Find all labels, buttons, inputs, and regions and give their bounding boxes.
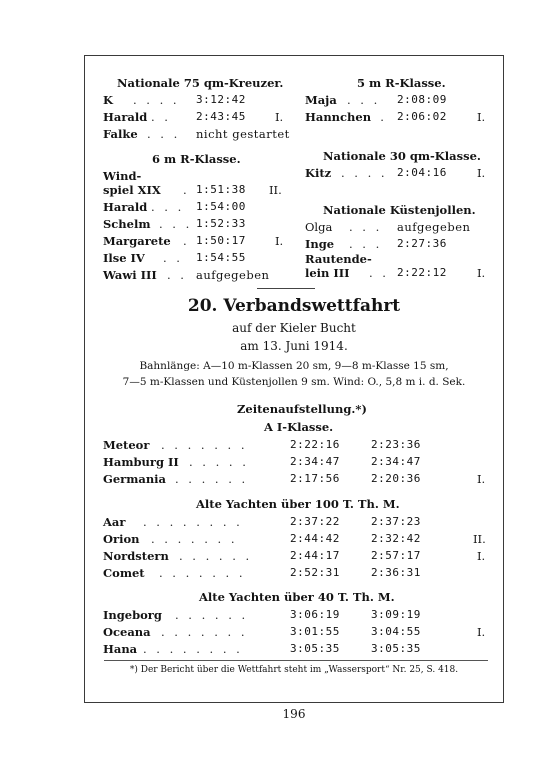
yacht-name: Falke bbox=[103, 127, 138, 141]
finish-time: nicht gestartet bbox=[196, 127, 290, 141]
yacht-name: Aar bbox=[103, 515, 126, 529]
yacht-name: Harald bbox=[103, 200, 148, 214]
heading-kuestenjollen: Nationale Küstenjollen. bbox=[323, 203, 476, 217]
yacht-name: Hana bbox=[103, 642, 138, 656]
elapsed-time: 2:17:56 bbox=[290, 472, 340, 485]
yacht-name: Margarete bbox=[103, 234, 171, 248]
corrected-time: 2:32:42 bbox=[371, 532, 421, 545]
finish-time: 1:50:17 bbox=[196, 234, 246, 247]
leader-dots: . . . . . . . bbox=[161, 438, 248, 452]
footnote: *) Der Bericht über die Wettfahrt steht im „Wassersport“ Nr. 25, S. 418. bbox=[129, 665, 459, 675]
corrected-time: 3:09:19 bbox=[371, 608, 421, 621]
yacht-name: Harald bbox=[103, 110, 148, 124]
corrected-time: 2:20:36 bbox=[371, 472, 421, 485]
yacht-name: Hamburg II bbox=[103, 455, 179, 469]
times-heading: Zeitenaufstellung.*) bbox=[237, 402, 367, 416]
finish-time: 1:51:38 bbox=[196, 183, 246, 196]
yacht-name: Nordstern bbox=[103, 549, 169, 563]
leader-dots: . . bbox=[151, 110, 171, 124]
yacht-name: Ingeborg bbox=[103, 608, 162, 622]
yacht-name: Comet bbox=[103, 566, 145, 580]
finish-time: aufgegeben bbox=[397, 220, 471, 234]
yacht-name: Oceana bbox=[103, 625, 151, 639]
leader-dots: . . . . . . . bbox=[161, 625, 248, 639]
leader-dots: . . bbox=[367, 110, 387, 124]
elapsed-time: 2:52:31 bbox=[290, 566, 340, 579]
placing: I. bbox=[275, 110, 284, 124]
elapsed-time: 3:05:35 bbox=[290, 642, 340, 655]
elapsed-time: 3:06:19 bbox=[290, 608, 340, 621]
leader-dots: . bbox=[183, 183, 190, 197]
class-heading: Alte Yachten über 40 T. Th. M. bbox=[199, 590, 395, 604]
corrected-time: 3:05:35 bbox=[371, 642, 421, 655]
heading-6m: 6 m R-Klasse. bbox=[152, 152, 241, 166]
yacht-name: Germania bbox=[103, 472, 166, 486]
yacht-name: lein III bbox=[305, 266, 350, 280]
corrected-time: 2:36:31 bbox=[371, 566, 421, 579]
class-heading: A I-Klasse. bbox=[264, 420, 334, 434]
elapsed-time: 2:37:22 bbox=[290, 515, 340, 528]
class-heading: Alte Yachten über 100 T. Th. M. bbox=[196, 497, 400, 511]
placing: II. bbox=[473, 532, 486, 546]
leader-dots: . . . bbox=[159, 217, 193, 231]
leader-dots: . . . . . . . . bbox=[143, 642, 243, 656]
finish-time: 1:52:33 bbox=[196, 217, 246, 230]
page-number: 196 bbox=[282, 707, 306, 721]
footnote-rule bbox=[104, 660, 488, 661]
corrected-time: 2:23:36 bbox=[371, 438, 421, 451]
elapsed-time: 2:34:47 bbox=[290, 455, 340, 468]
leader-dots: . . . bbox=[349, 237, 383, 251]
finish-time: 2:04:16 bbox=[397, 166, 447, 179]
yacht-name: Inge bbox=[305, 237, 335, 251]
heading-75qm: Nationale 75 qm-Kreuzer. bbox=[117, 76, 284, 90]
leader-dots: . . . . . . . bbox=[151, 532, 238, 546]
placing: I. bbox=[477, 472, 486, 486]
finish-time: 3:12:42 bbox=[196, 93, 246, 106]
finish-time: 2:06:02 bbox=[397, 110, 447, 123]
leader-dots: . bbox=[183, 234, 190, 248]
leader-dots: . . . . bbox=[133, 93, 180, 107]
leader-dots: . . . . . . . . bbox=[143, 515, 243, 529]
corrected-time: 2:37:23 bbox=[371, 515, 421, 528]
yacht-name: Schelm bbox=[103, 217, 151, 231]
yacht-name: Wawi III bbox=[103, 268, 157, 282]
leader-dots: . . . . . . . bbox=[159, 566, 246, 580]
section-separator bbox=[257, 288, 315, 289]
finish-time: 2:22:12 bbox=[397, 266, 447, 279]
elapsed-time: 3:01:55 bbox=[290, 625, 340, 638]
placing: II. bbox=[269, 183, 282, 197]
yacht-name: Rautende- bbox=[305, 252, 372, 266]
leader-dots: . . . bbox=[349, 220, 383, 234]
leader-dots: . . . . . . bbox=[175, 608, 249, 622]
leader-dots: . . bbox=[167, 268, 187, 282]
yacht-name: Ilse IV bbox=[103, 251, 145, 265]
leader-dots: . . bbox=[369, 266, 389, 280]
elapsed-time: 2:44:42 bbox=[290, 532, 340, 545]
leader-dots: . . . . bbox=[341, 166, 388, 180]
placing: I. bbox=[477, 110, 486, 124]
race-title: 20. Verbandswettfahrt bbox=[187, 296, 401, 316]
heading-30qm: Nationale 30 qm-Klasse. bbox=[323, 149, 481, 163]
finish-time: aufgegeben bbox=[196, 268, 270, 282]
yacht-name: Orion bbox=[103, 532, 140, 546]
finish-time: 2:27:36 bbox=[397, 237, 447, 250]
race-date: am 13. Juni 1914. bbox=[240, 339, 348, 353]
yacht-name: Maja bbox=[305, 93, 337, 107]
yacht-name: spiel XIX bbox=[103, 183, 161, 197]
leader-dots: . . . bbox=[347, 93, 381, 107]
leader-dots: . . . . . . bbox=[179, 549, 253, 563]
finish-time: 1:54:55 bbox=[196, 251, 246, 264]
heading-5m: 5 m R-Klasse. bbox=[357, 76, 446, 90]
placing: I. bbox=[275, 234, 284, 248]
yacht-name: Wind- bbox=[103, 169, 142, 183]
finish-time: 2:08:09 bbox=[397, 93, 447, 106]
leader-dots: . . . . . . bbox=[175, 472, 249, 486]
finish-time: 1:54:00 bbox=[196, 200, 246, 213]
race-place: auf der Kieler Bucht bbox=[232, 321, 356, 335]
yacht-name: Hannchen bbox=[305, 110, 372, 124]
corrected-time: 2:57:17 bbox=[371, 549, 421, 562]
elapsed-time: 2:44:17 bbox=[290, 549, 340, 562]
placing: I. bbox=[477, 166, 486, 180]
leader-dots: . . . bbox=[147, 127, 181, 141]
yacht-name: Meteor bbox=[103, 438, 150, 452]
placing: I. bbox=[477, 266, 486, 280]
corrected-time: 3:04:55 bbox=[371, 625, 421, 638]
finish-time: 2:43:45 bbox=[196, 110, 246, 123]
placing: I. bbox=[477, 625, 486, 639]
elapsed-time: 2:22:16 bbox=[290, 438, 340, 451]
yacht-name: K bbox=[103, 93, 113, 107]
placing: I. bbox=[477, 549, 486, 563]
yacht-name: Olga bbox=[305, 220, 333, 234]
leader-dots: . . . bbox=[151, 200, 185, 214]
course-line-1: Bahnlänge: A—10 m-Klassen 20 sm, 9—8 m-Klasse 15 sm, bbox=[139, 360, 449, 372]
course-line-2: 7—5 m-Klassen und Küstenjollen 9 sm. Wind: O., 5,8 m i. d. Sek. bbox=[122, 376, 466, 388]
leader-dots: . . . . . bbox=[189, 455, 249, 469]
leader-dots: . . bbox=[163, 251, 183, 265]
yacht-name: Kitz bbox=[305, 166, 332, 180]
corrected-time: 2:34:47 bbox=[371, 455, 421, 468]
